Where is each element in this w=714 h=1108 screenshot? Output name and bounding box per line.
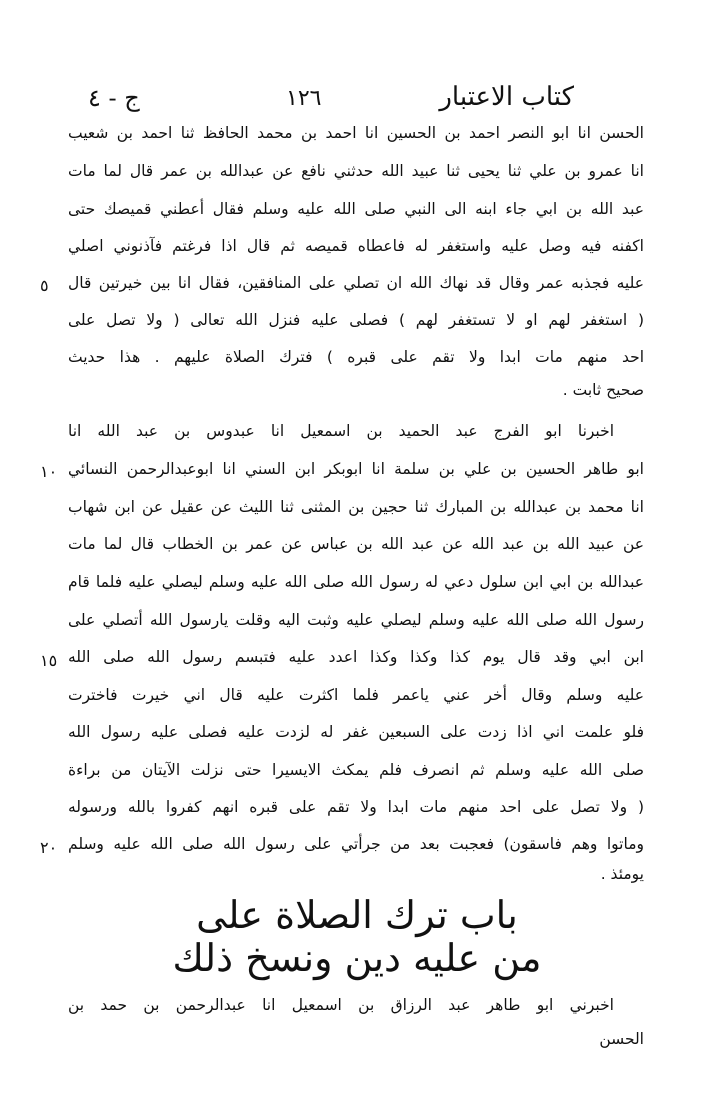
text-line: يومئذ . xyxy=(600,865,644,883)
text-line: وماتوا وهم فاسقون) فعجبت بعد من جرأتي على رسول الله صلى الله عليه وسلم xyxy=(68,835,644,853)
text-line: اخبرني ابو طاهر عبد الرزاق بن اسمعيل انا عبدالرحمن بن حمد بن xyxy=(68,996,614,1014)
line-number: ٥ xyxy=(40,276,49,295)
text-line: عليه فجذبه عمر وقال قد نهاك الله ان تصلي على المنافقين، فقال انا بين خيرتين قال xyxy=(68,274,644,292)
text-line: ابو طاهر الحسين بن علي بن سلمة انا ابوبكر ابن السني انا ابوعبدالرحمن النسائي xyxy=(68,460,644,478)
chapter-heading-line1: باب ترك الصلاة على xyxy=(196,893,518,937)
text-line: ( ولا تصل على احد منهم مات ابدا ولا تقم على قبره انهم كفروا بالله ورسوله xyxy=(68,798,644,816)
text-line: اكفنه فيه وصل عليه واستغفر له فاعطاه قميصه ثم قال اذا فرغتم فآذنوني اصلي xyxy=(68,237,644,255)
text-line: انا محمد بن عبدالله بن المبارك ثنا حجين بن المثنى ثنا الليث عن عقيل عن ابن شهاب xyxy=(68,498,644,516)
line-number: ٢٠ xyxy=(40,838,58,857)
text-line: الحسن انا ابو النصر احمد بن الحسين انا احمد بن محمد الحافظ ثنا احمد بن شعيب xyxy=(68,124,644,142)
volume-label: ج - ٤ xyxy=(88,84,140,112)
text-line: عبدالله بن ابي ابن سلول دعي له رسول الله صلى الله عليه وسلم ليصلي عليه فلما قام xyxy=(68,573,644,591)
book-title: كتاب الاعتبار xyxy=(439,82,574,112)
text-line: فلو علمت اني اذا زدت على السبعين غفر له لزدت عليه فصلى عليه رسول الله xyxy=(68,723,644,741)
text-line: صلى الله عليه وسلم ثم انصرف فلم يمكث الايسيرا حتى نزلت الآيتان من براءة xyxy=(68,761,644,779)
text-line: ابن ابي وقد قال يوم كذا وكذا وكذا اعدد عليه فتبسم رسول الله صلى الله xyxy=(68,648,644,666)
text-line: اخبرنا ابو الفرج عبد الحميد بن اسمعيل انا عبدوس بن عبد الله انا xyxy=(68,422,614,440)
text-line: عبد الله بن ابي جاء ابنه الى النبي صلى الله عليه وسلم فقال أعطني قميصك حتى xyxy=(68,200,644,218)
page-header xyxy=(0,76,714,116)
line-number: ١٠ xyxy=(40,462,58,481)
page-number: ١٢٦ xyxy=(286,86,322,111)
text-line: صحيح ثابت . xyxy=(562,381,644,399)
text-line: رسول الله صلى الله عليه وسلم ليصلي عليه وثبت اليه وقلت يارسول الله أتصلي على xyxy=(68,611,644,629)
text-line: انا عمرو بن علي ثنا يحيى ثنا عبيد الله حدثني نافع عن عبدالله بن عمر قال لما مات xyxy=(68,162,644,180)
text-line: ( استغفر لهم او لا تستغفر لهم ) فصلى عليه فنزل الله تعالى ( ولا تصل على xyxy=(68,311,644,329)
text-line: عليه وسلم وقال أخر عني ياعمر فلما اكثرت عليه قال اني خيرت فاخترت xyxy=(68,686,644,704)
text-line: احد منهم مات ابدا ولا تقم على قبره ) فترك الصلاة عليهم . هذا حديث xyxy=(68,348,644,366)
chapter-heading-line2: من عليه دين ونسخ ذلك xyxy=(172,936,542,980)
text-line: عن عبيد الله بن عبد الله عن عبد الله بن عباس عن عمر بن الخطاب قال لما مات xyxy=(68,535,644,553)
text-line: الحسن xyxy=(599,1030,644,1048)
line-number: ١٥ xyxy=(40,651,58,670)
